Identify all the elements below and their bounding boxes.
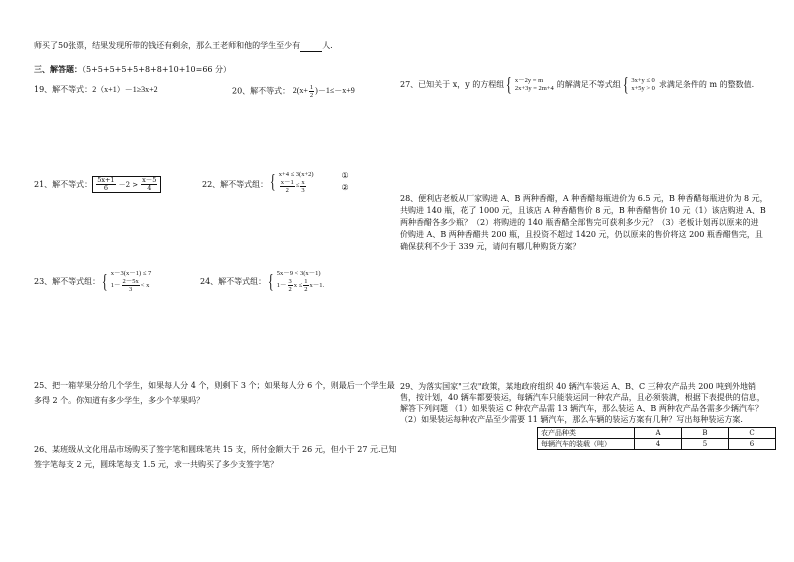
q29-line-2: 售，按计划，40 辆车都要装运，每辆汽车只能装运同一种农产品，且必须装满，根据下表提供的信息，	[400, 393, 765, 402]
q27-label: 27、已知关于 x，y 的方程组	[400, 80, 505, 89]
q27-tail: 求满足条件的 m 的整数值.	[658, 80, 755, 89]
q29-line-3: 解答下列问题 （1）如果装运 C 种农产品需 13 辆汽车，那么装运 A、B 两种农产品各需多少辆汽车？	[400, 404, 763, 413]
q20-label: 20、解不等式：	[232, 86, 291, 96]
q20-post: )－1≤－x+9	[315, 86, 355, 96]
q23-pre: 1－	[110, 281, 121, 289]
top-continuation-line	[34, 40, 333, 52]
q25-line-2: 多得 2 个。你知道有多少学生，多少个苹果吗？	[34, 396, 205, 405]
q23-label: 23、解不等式组：	[34, 276, 101, 286]
q22-brace: {	[270, 171, 276, 193]
q22-system	[268, 171, 313, 194]
q23-line-1: x－3(x－1) ≤ 7	[110, 270, 152, 277]
q22-num2: x	[301, 178, 305, 186]
question-19	[34, 84, 158, 96]
q24-label: 24、解不等式组：	[200, 276, 267, 286]
q24-brace: {	[268, 270, 274, 293]
q21-num1: 5x+1	[97, 176, 115, 184]
q21-expression	[92, 176, 161, 193]
table-header-cell: C	[729, 428, 776, 439]
q22-mark-2: ②	[341, 183, 349, 192]
q22-mark-1: ①	[341, 171, 349, 180]
table-cell: 6	[729, 439, 776, 450]
crop-table	[537, 427, 776, 450]
q22-den1: 2	[285, 186, 289, 194]
q21-fraction-2	[141, 177, 157, 192]
question-26	[34, 442, 397, 472]
q22-frac-2	[300, 179, 305, 194]
section-title: 三、解答题：	[34, 64, 82, 74]
question-21	[34, 176, 161, 193]
q24-num2: 1	[304, 278, 308, 285]
question-28	[400, 193, 768, 253]
question-22	[202, 170, 349, 194]
q23-lines	[111, 270, 151, 293]
q27-system-2	[621, 75, 655, 95]
q25-line-1: 25、把一箱苹果分给几个学生，如果每人分 4 个，则剩下 3 个；如果每人分 6 个，则最后一个学生最	[34, 381, 395, 390]
q27-sys1-line-1: x－2y = m	[514, 77, 544, 84]
q19-expression: 2（x+1）－1≥3x+2	[92, 85, 158, 94]
question-29	[400, 381, 765, 425]
q20-expression	[292, 84, 355, 99]
top-line-suffix: 人.	[322, 41, 333, 50]
q26-line-2: 签字笔每支 2 元，圆珠笔每支 1.5 元，求一共购买了多少支签字笔？	[34, 460, 278, 469]
q24-line-1: 5x－9 < 3(x－1)	[276, 270, 321, 277]
q24-post: x－1.	[309, 281, 325, 289]
q27-sys2-line-2: x+5y > 0	[631, 85, 655, 92]
q24-mid: x ≤	[293, 281, 303, 289]
q23-system	[100, 270, 151, 293]
q22-den2: 3	[301, 186, 305, 194]
q21-num2: x－5	[142, 176, 157, 184]
q20-num: 1	[309, 84, 314, 91]
q27-brace-2: {	[622, 74, 629, 96]
q21-fraction-1	[96, 177, 115, 192]
answer-blank[interactable]	[300, 42, 322, 52]
q19-label: 19、解不等式：	[34, 85, 93, 94]
q24-num1: 3	[288, 278, 292, 285]
q24-frac-2	[303, 278, 308, 293]
q24-den2: 2	[304, 286, 308, 293]
q24-system	[266, 270, 324, 293]
q24-lines	[277, 270, 324, 293]
q22-num1: x－1	[280, 178, 294, 186]
question-27	[400, 75, 754, 95]
top-line-prefix: 师买了50张票，结果发现所带的钱还有剩余，那么王老师和他的学生至少有	[34, 41, 301, 50]
table-row	[538, 439, 776, 450]
question-23	[34, 270, 151, 293]
q27-mid: 的解满足不等式组	[556, 80, 621, 89]
section-heading	[34, 63, 231, 76]
question-20	[232, 84, 355, 99]
q20-den: 2	[309, 92, 314, 99]
q22-lines	[279, 171, 314, 194]
question-24	[200, 270, 324, 293]
q22-label: 22、解不等式组：	[202, 180, 269, 189]
q28-line-2: 共购进 140 瓶，花了 1000 元，且该店 A 种香醋售价 8 元，B 种香醋售价 10 元（1）该店购进 A、B	[400, 206, 766, 215]
q20-fraction	[309, 84, 314, 99]
q23-den: 3	[129, 286, 133, 293]
q23-post: < x	[140, 281, 150, 289]
q27-sys1-lines	[515, 77, 554, 93]
q22-line-2	[279, 179, 314, 194]
q23-line-2	[111, 278, 151, 293]
table-header-cell: A	[635, 428, 682, 439]
q22-marks	[342, 170, 349, 194]
q23-brace: {	[102, 270, 108, 293]
q27-sys2-lines	[631, 77, 655, 93]
question-25	[34, 378, 395, 408]
q28-line-4: 价购进 A、B 两种香醋共 200 瓶，且投资不超过 1420 元，仍以原来的售价将这 200 瓶香醋售完，且	[400, 230, 763, 239]
section-points: （5+5+5+5+5+8+8+10+10=66 分）	[82, 65, 232, 74]
q22-frac-1	[280, 179, 295, 194]
q29-line-4: （2）如果装运每种农产品至少需要 11 辆汽车，那么车辆的装运方案有几种？写出每种装运方案.	[400, 415, 743, 424]
q22-mid: ≤	[295, 182, 300, 189]
q21-label: 21、解不等式：	[34, 179, 93, 189]
table-cell: 5	[682, 439, 729, 450]
q28-line-1: 28、便利店老板从厂家购进 A、B 两种香醋，A 种香醋每瓶进价为 6.5 元，B 种香醋每瓶进价为 8 元，	[400, 194, 768, 203]
table-header-cell: B	[682, 428, 729, 439]
table-cell: 4	[635, 439, 682, 450]
q21-mid: －2 >	[118, 180, 139, 189]
q27-brace-1: {	[506, 74, 512, 96]
q24-line-2	[277, 278, 324, 293]
q23-frac	[122, 278, 140, 293]
q24-frac-1	[288, 278, 293, 293]
q21-den2: 4	[147, 184, 152, 192]
q28-line-3: 两种香醋各多少瓶？（2）将购进的 140 瓶香醋全部售完可获利多少元？（3）老板计划再以原来的进	[400, 218, 759, 227]
q26-line-1: 26、某班级从文化用品市场购买了签字笔和圆珠笔共 15 支，所付金额大于 26 元，但小于 27 元.已知	[34, 445, 397, 454]
table-header-row	[538, 428, 776, 439]
q27-sys1-line-2: 2x+3y = 2m+4	[514, 85, 554, 92]
q20-pre: 2(x+	[292, 86, 308, 96]
q27-system-1	[504, 75, 553, 95]
table-header-cell: 农产品种类	[538, 428, 635, 439]
q28-line-5: 确保获利不少于 339 元，请问有哪几种购货方案？	[400, 242, 581, 251]
q24-den1: 2	[288, 286, 292, 293]
q27-sys2-line-1: 3x+y ≤ 0	[631, 77, 655, 84]
q29-line-1: 29、为落实国家"三农"政策，某地政府组织 40 辆汽车装运 A、B、C 三种农产品共 200 吨到外地销	[400, 382, 757, 391]
q22-line-1: x+4 ≤ 3(x+2)	[278, 170, 314, 178]
q23-num: 2－5x	[122, 278, 139, 285]
table-cell: 每辆汽车的装载（吨）	[538, 439, 635, 450]
q21-den1: 6	[103, 184, 108, 192]
q24-pre: 1－	[276, 281, 287, 289]
